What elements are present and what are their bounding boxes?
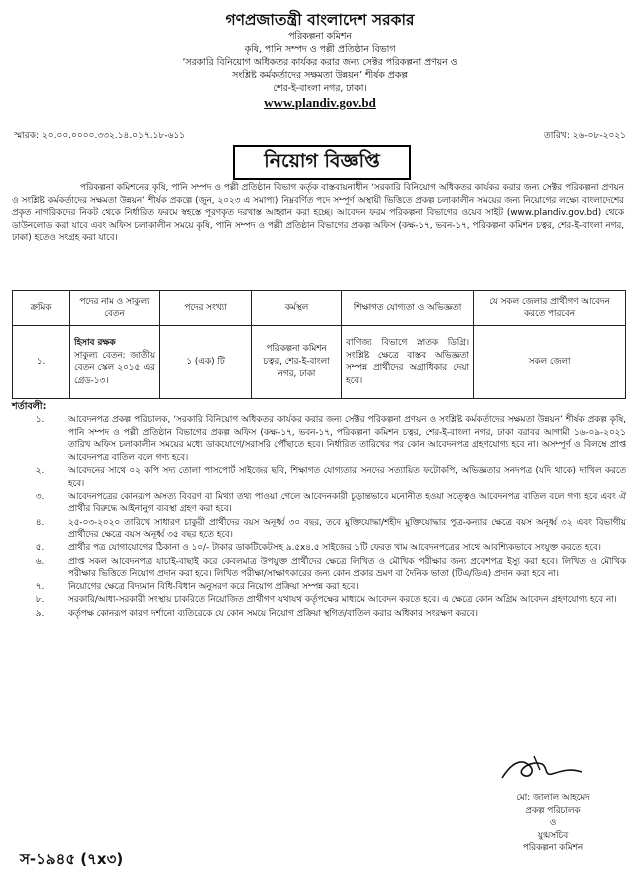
col-districts: যে সকল জেলার প্রার্থীগণ আবেদন করতে পারবেন	[474, 291, 626, 326]
cell-serial: ১.	[13, 326, 70, 399]
signatory-conjunction: ও	[549, 818, 557, 829]
list-item	[12, 556, 626, 581]
intro-paragraph: পরিকল্পনা কমিশনের কৃষি, পানি সম্পদ ও পল্লী প্রতিষ্ঠান বিভাগ কর্তৃক বাস্তবায়নাধীন ‘সরকারি বিনিয়োগ অধিকতর কার্যকর করার জন্য সেক্টর পরিকল্পনা প্রণয়ন ও সংশ্লিষ্ট কর্মকর্তাদের সক্ষমতা উন্নয়ন’ শীর্ষক প্রকল্পে (জুন, ২০২৩ এ সমাপ্য) নিম্নবর্ণিত পদে সম্পূর্ণ অস্থায়ী ভিত্তিতে প্রকল্প চলাকালীন সময়ের জন্য নিয়োগের লক্ষ্যে বাংলাদেশের প্রকৃত নাগরিকদের নিকট থেকে নির্ধারিত ফরমে স্বহস্তে পূরণকৃত দরখাস্ত আহ্বান করা হচ্ছে। আবেদন ফরম পরিকল্পনা বিভাগের ওয়েব সাইট (www.plandiv.gov.bd) থেকে ডাউনলোড করা যাবে এবং অফিস চলাকালীন সময়ে কৃষি, পানি সম্পদ ও পল্লী প্রতিষ্ঠান বিভাগের প্রকল্প অফিস (কক্ষ-১৭, ভবন-১৭, পরিকল্পনা কমিশন চত্বর, শের-ই-বাংলা নগর, ঢাকা) হতেও সংগ্রহ করা যাবে।	[12, 183, 624, 244]
signature-block	[488, 792, 618, 855]
table-row	[13, 326, 626, 399]
list-item	[12, 414, 626, 464]
item-number: ৩.	[35, 491, 45, 502]
conditions-list	[12, 414, 626, 621]
memo-date: তারিখ: ২৬-০৮-২০২১	[544, 131, 626, 141]
website-link[interactable]: www.plandiv.gov.bd	[264, 95, 376, 110]
list-item	[12, 581, 626, 594]
signatory-role: প্রকল্প পরিচালক	[525, 805, 581, 816]
item-text: আবেদনপত্রের কোনরূপ অসত্য বিবরণ বা মিথ্যা তথ্য পাওয়া গেলে আবেদনকারী চূড়ান্তভাবে মনোনীত হওয়া সত্ত্বেও আবেদনপত্র বাতিল বলে গণ্য হবে এবং ঐ প্রার্থীর বিরুদ্ধে আইনানুগ ব্যবস্থা গ্রহণ করা হবে।	[68, 491, 626, 515]
item-text: ২৫-০৩-২০২০ তারিখে সাধারণ চাকুরী প্রার্থীদের বয়স অনূর্ধ্ব ৩০ বছর, তবে মুক্তিযোদ্ধা/শহীদ মুক্তিযোদ্ধার পুত্র-কন্যার ক্ষেত্রে বয়স অনূর্ধ্ব ৩২ এবং বিভাগীয় প্রার্থীদের ক্ষেত্রে বয়স অনূর্ধ্ব ৩৫ বছর হতে হবে।	[68, 517, 626, 541]
item-text: প্রার্থীর পত্র যোগাযোগের ঠিকানা ও ১০/- টাকার ডাকটিকেটসহ ৯.৫x৪.৫ সাইজের ১টি ফেরত খাম আবেদনপত্রের সাথে আবশ্যিকভাবে সংযুক্ত করতে হবে।	[68, 543, 601, 554]
item-text: কর্তৃপক্ষ কোনরূপ কারণ দর্শানো ব্যতিরেকে যে কোন সময়ে নিয়োগ প্রক্রিয়া স্থগিত/বাতিল করার অধিকার সংরক্ষণ করবে।	[68, 608, 478, 619]
item-number: ৪.	[35, 517, 45, 528]
item-text: সরকারি/আধা-সরকারী সংস্থায় চাকরিতে নিয়োজিত প্রার্থীগণ যথাযথ কর্তৃপক্ষের মাধ্যমে আবেদন করতে হবে। এ ক্ষেত্রে কোন অগ্রিম আবেদন গ্রহণযোগ্য হবে না।	[68, 595, 617, 606]
item-text: প্রাপ্ত সকল আবেদনপত্র যাচাই-বাছাই করে কেবলমাত্র উপযুক্ত প্রার্থীদের ক্ষেত্রে লিখিত ও মৌখিক পরীক্ষার জন্য প্রবেশপত্র ইস্যু করা হবে। লিখিত ও মৌখিক পরীক্ষার ভিত্তিতে নিয়োগ প্রদান করা হবে। লিখিত পরীক্ষা/সাক্ষাৎকারের জন্য কোন প্রকার ভ্রমণ বা দৈনিক ভাতা (টিএ/ডিএ) প্রদান করা হবে না।	[68, 556, 626, 580]
list-item	[12, 542, 626, 555]
item-text: নিয়োগের ক্ষেত্রে বিদ্যমান বিধি-বিধান অনুসরণ করে নিয়োগ প্রক্রিয়া সম্পন্ন করা হবে।	[68, 582, 359, 593]
col-post-count: পদের সংখ্যা	[160, 291, 252, 326]
list-item	[12, 517, 626, 542]
col-qualification: শিক্ষাগত যোগ্যতা ও অভিজ্ঞতা	[342, 291, 474, 326]
division-name: কৃষি, পানি সম্পদ ও পল্লী প্রতিষ্ঠান বিভাগ	[244, 44, 396, 55]
address: শের-ই-বাংলা নগর, ঢাকা।	[273, 83, 367, 94]
vacancy-table	[12, 290, 626, 399]
project-name-line2: সংশ্লিষ্ট কর্মকর্তাদের সক্ষমতা উন্নয়ন’ শীর্ষক প্রকল্প	[232, 70, 408, 81]
item-number: ৭.	[35, 582, 45, 593]
item-number: ৮.	[35, 595, 45, 606]
item-number: ৫.	[35, 543, 45, 554]
signatory-name: মো: জালাল আহমেদ	[516, 793, 590, 803]
item-number: ৬.	[35, 556, 45, 567]
post-salary: সাকুল্য বেতন: জাতীয় বেতন স্কেল ২০১৫ এর গ্রেড-১৩।	[74, 350, 155, 386]
list-item	[12, 465, 626, 490]
handwritten-signature	[482, 752, 602, 786]
conditions-heading: শর্তাবলী:	[12, 401, 47, 412]
government-title: গণপ্রজাতন্ত্রী বাংলাদেশ সরকার	[225, 11, 415, 29]
memo-number: স্মারক: ২০.০০.০০০০.৩৩২.১৪.০১৭.১৮-৬১১	[14, 131, 186, 141]
notice-title: নিয়োগ বিজ্ঞপ্তি	[233, 145, 411, 180]
cell-post	[70, 326, 160, 399]
cell-count: ১ (এক) টি	[160, 326, 252, 399]
col-workplace: কর্মস্থল	[252, 291, 342, 326]
item-number: ১.	[35, 415, 45, 425]
project-name-line1: ‘সরকারি বিনিয়োগ অধিকতর কার্যকর করার জন্য সেক্টর পরিকল্পনা প্রণয়ন ও	[182, 57, 458, 68]
col-serial: ক্রমিক	[13, 291, 70, 326]
table-header-row	[13, 291, 626, 326]
signatory-org: পরিকল্পনা কমিশন	[522, 843, 584, 854]
letterhead	[0, 10, 640, 111]
col-post-name: পদের নাম ও সাকুল্য বেতন	[70, 291, 160, 326]
list-item	[12, 608, 626, 621]
signatory-rank: যুগ্মসচিব	[537, 830, 569, 841]
ad-code: স-১৯৪৫ (৭x৩)	[20, 850, 124, 868]
cell-qualification: বাণিজ্য বিভাগে স্নাতক ডিগ্রি। সংশ্লিষ্ট ক্ষেত্রে বাস্তব অভিজ্ঞতা সম্পন্ন প্রার্থীদের অগ্রাধিকার দেয়া হবে।	[342, 326, 474, 399]
post-name: হিসাব রক্ষক	[74, 338, 116, 348]
item-text: আবেদনপত্র প্রকল্প পরিচালক, ‘সরকারি বিনিয়োগ অধিকতর কার্যকর করার জন্য সেক্টর পরিকল্পনা প্রণয়ন ও সংশ্লিষ্ট কর্মকর্তাদের সক্ষমতা উন্নয়ন’ শীর্ষক প্রকল্প কৃষি, পানি সম্পদ ও পল্লী প্রতিষ্ঠান বিভাগের প্রকল্প অফিস (কক্ষ-১৭, ভবন-১৭, পরিকল্পনা কমিশন চত্বর, শের-ই-বাংলা নগর, ঢাকা বরাবর আগামী ১৬-০৯-২০২১ তারিখ অফিস চলাকালীন সময়ের মধ্যে ডাকযোগে/সরাসরি পৌঁছাতে হবে। নির্ধারিত তারিখের পর কোন আবেদনপত্র গ্রহণযোগ্য হবে না। অসম্পূর্ণ ও বিলম্বে প্রাপ্ত আবেদনপত্র বাতিল বলে গণ্য হবে।	[68, 415, 626, 463]
cell-districts: সকল জেলা	[474, 326, 626, 399]
cell-workplace: পরিকল্পনা কমিশন চত্বর, শের-ই-বাংলা নগর, ঢাকা	[252, 326, 342, 399]
list-item	[12, 594, 626, 607]
list-item	[12, 491, 626, 516]
commission-name: পরিকল্পনা কমিশন	[288, 31, 352, 42]
item-text: আবেদনের সাথে ০২ কপি সদ্য তোলা পাসপোর্ট সাইজের ছবি, শিক্ষাগত যোগ্যতার সনদের সত্যায়িত ফটোকপি, অভিজ্ঞতার সনদপত্র (যদি থাকে) দাখিল করতে হবে।	[68, 465, 626, 489]
item-number: ৯.	[35, 608, 45, 619]
item-number: ২.	[35, 465, 45, 476]
